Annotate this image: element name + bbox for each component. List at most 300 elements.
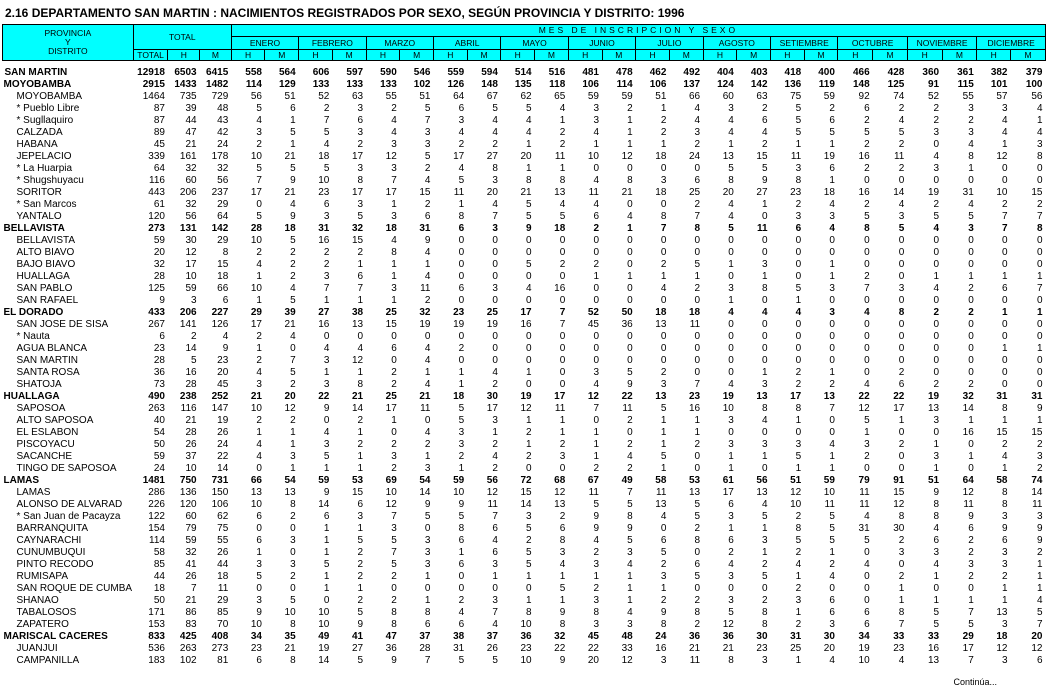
table-cell: 10 — [790, 499, 802, 510]
table-cell: 1 — [660, 103, 667, 114]
table-cell: 0 — [492, 295, 498, 306]
table-cell: 5 — [526, 211, 532, 222]
table-cell: 8 — [290, 619, 296, 630]
table-cell: 7 — [391, 511, 397, 522]
table-cell: 6 — [458, 559, 465, 570]
table-cell: 2 — [593, 223, 599, 234]
table-cell: 5 — [864, 127, 870, 138]
table-cell: 21 — [419, 391, 431, 402]
table-cell: 2 — [458, 451, 465, 462]
table-cell: 53 — [688, 475, 701, 486]
table-cell: 5 — [627, 367, 633, 378]
table-row-district — [3, 271, 1046, 283]
table-cell: 5 — [256, 163, 262, 174]
table-cell: 9 — [290, 211, 296, 222]
table-cell: 2 — [795, 619, 802, 630]
table-cell: 4 — [391, 127, 397, 138]
table-cell: 11 — [824, 499, 835, 510]
table-cell: 8 — [1036, 151, 1043, 162]
table-row-district — [3, 367, 1046, 379]
row-label: HUALLAGA — [3, 391, 60, 402]
table-cell: 5 — [829, 511, 835, 522]
table-cell: 0 — [593, 247, 599, 258]
table-cell: 8 — [968, 151, 974, 162]
table-cell: 118 — [549, 79, 566, 90]
table-cell: 1 — [761, 271, 768, 282]
row-label: CAYNARACHI — [16, 535, 82, 546]
table-cell: 5 — [424, 511, 431, 522]
table-cell: 19 — [453, 319, 465, 330]
header-total-sub: TOTAL — [133, 50, 168, 61]
table-cell: 4 — [761, 499, 768, 510]
table-cell: 28 — [250, 223, 262, 234]
table-row-district — [3, 247, 1046, 259]
table-cell: 1 — [357, 523, 364, 534]
table-cell: 50 — [621, 307, 633, 318]
table-cell: 18 — [153, 583, 165, 594]
table-row-province — [3, 223, 1046, 235]
table-cell: 16 — [318, 235, 330, 246]
row-label: * Pueblo Libre — [16, 103, 80, 114]
table-cell: 0 — [864, 343, 870, 354]
table-cell: 10 — [722, 403, 734, 414]
table-cell: 67 — [486, 91, 498, 102]
table-cell: 1 — [526, 595, 532, 606]
table-cell: 2 — [424, 295, 431, 306]
table-cell: 2 — [829, 103, 835, 114]
table-cell: 10 — [823, 487, 835, 498]
table-cell: 62 — [217, 511, 229, 522]
header-provincia-distrito: PROVINCIA Y DISTRITO — [3, 25, 134, 61]
table-cell: 0 — [424, 415, 431, 426]
table-cell: 3 — [323, 439, 330, 450]
table-cell: 1 — [526, 415, 532, 426]
table-cell: 10 — [250, 235, 262, 246]
header-total-m: M — [200, 50, 232, 61]
table-cell: 0 — [898, 451, 905, 462]
table-cell: 7 — [864, 283, 870, 294]
table-cell: 2 — [492, 379, 498, 390]
table-cell: 4 — [761, 307, 768, 318]
header-sex-h: H — [977, 50, 1011, 61]
table-cell: 0 — [1001, 163, 1008, 174]
table-cell: 27 — [351, 643, 364, 654]
table-row-district — [3, 415, 1046, 427]
table-cell: 6 — [968, 523, 974, 534]
table-cell: 12 — [722, 619, 734, 630]
table-cell: 5 — [191, 355, 197, 366]
table-cell: 70 — [217, 619, 229, 630]
table-cell: 2 — [898, 535, 905, 546]
table-cell: 2 — [559, 139, 566, 150]
table-cell: 2 — [627, 103, 633, 114]
table-cell: 0 — [864, 583, 870, 594]
table-cell: 2 — [593, 463, 599, 474]
table-cell: 0 — [492, 343, 498, 354]
table-cell: 3 — [728, 283, 734, 294]
table-cell: 5 — [795, 127, 802, 138]
table-cell: 32 — [554, 631, 566, 642]
table-cell: 1 — [694, 427, 701, 438]
table-cell: 0 — [660, 343, 667, 354]
table-cell: 0 — [1001, 175, 1008, 186]
table-cell: 58 — [655, 475, 667, 486]
table-cell: 4 — [492, 127, 498, 138]
table-cell: 74 — [1031, 475, 1043, 486]
table-cell: 19 — [722, 391, 734, 402]
report-title: 2.16 DEPARTAMENTO SAN MARTIN : NACIMIENTOS REGISTRADOS POR SEXO, SEGÚN PROVINCIA Y DISTRITO: 1996 — [5, 6, 685, 20]
table-cell: 2 — [492, 139, 498, 150]
table-cell: 9 — [593, 511, 599, 522]
table-cell: 2 — [933, 307, 940, 318]
table-cell: 3 — [256, 559, 262, 570]
table-cell: 8 — [694, 223, 701, 234]
table-cell: 10 — [520, 619, 532, 630]
table-cell: 3 — [323, 271, 330, 282]
table-cell: 52 — [318, 91, 330, 102]
table-cell: 4 — [898, 655, 905, 666]
table-cell: 0 — [968, 355, 974, 366]
table-cell: 5 — [660, 451, 667, 462]
table-cell: 40 — [153, 415, 165, 426]
table-cell: 0 — [933, 331, 940, 342]
table-cell: 0 — [933, 139, 940, 150]
table-cell: 79 — [185, 523, 197, 534]
row-label: LAMAS — [3, 475, 40, 486]
table-cell: 14 — [217, 463, 229, 474]
table-cell: 2 — [761, 103, 768, 114]
table-row-district — [3, 319, 1046, 331]
table-cell: 6 — [424, 211, 431, 222]
table-cell: 41 — [185, 559, 197, 570]
table-cell: 36 — [520, 631, 532, 642]
table-cell: 2 — [864, 271, 870, 282]
table-cell: 2 — [391, 571, 397, 582]
header-month-marzo: MARZO — [366, 37, 433, 50]
table-cell: 3 — [694, 127, 701, 138]
table-cell: 0 — [593, 343, 599, 354]
table-cell: 7 — [559, 319, 566, 330]
table-cell: 5 — [492, 103, 498, 114]
table-cell: 2 — [1036, 199, 1043, 210]
table-cell: 12918 — [137, 67, 165, 78]
table-cell: 226 — [148, 499, 165, 510]
row-label: SAN RAFAEL — [16, 295, 79, 306]
table-row-district — [3, 499, 1046, 511]
table-cell: 3 — [968, 223, 974, 234]
table-cell: 2 — [968, 283, 974, 294]
table-cell: 3 — [795, 439, 802, 450]
table-cell: 65 — [554, 91, 566, 102]
table-cell: 32 — [185, 163, 197, 174]
table-cell: 0 — [391, 355, 397, 366]
table-cell: 14 — [962, 403, 974, 414]
table-cell: 2 — [1001, 439, 1008, 450]
table-cell: 382 — [990, 67, 1008, 78]
table-cell: 5 — [694, 571, 701, 582]
table-cell: 2 — [458, 139, 465, 150]
table-cell: 8 — [492, 163, 498, 174]
table-cell: 4 — [559, 103, 566, 114]
table-cell: 4 — [864, 511, 870, 522]
table-cell: 8 — [458, 211, 465, 222]
table-cell: 11 — [420, 403, 431, 414]
table-cell: 2 — [660, 559, 667, 570]
table-cell: 1 — [728, 451, 734, 462]
table-cell: 0 — [1036, 247, 1043, 258]
table-cell: 133 — [380, 79, 397, 90]
table-cell: 56 — [217, 175, 229, 186]
table-cell: 6 — [256, 655, 262, 666]
table-cell: 114 — [149, 535, 165, 546]
table-cell: 11 — [420, 283, 431, 294]
table-cell: 0 — [829, 235, 835, 246]
table-cell: 23 — [756, 643, 768, 654]
table-cell: 3 — [424, 559, 431, 570]
table-cell: 4 — [290, 283, 296, 294]
table-cell: 13 — [756, 391, 768, 402]
table-cell: 0 — [627, 259, 633, 270]
table-cell: 4 — [323, 427, 330, 438]
table-cell: 9 — [627, 379, 633, 390]
table-cell: 4 — [728, 127, 734, 138]
table-cell: 106 — [582, 79, 599, 90]
table-cell: 3 — [256, 595, 262, 606]
table-cell: 30 — [823, 631, 835, 642]
table-cell: 21 — [284, 187, 296, 198]
table-cell: 6 — [829, 163, 835, 174]
table-cell: 11 — [554, 151, 566, 162]
table-cell: 60 — [185, 175, 197, 186]
table-cell: 2 — [864, 451, 870, 462]
table-cell: 1 — [660, 439, 667, 450]
table-cell: 7 — [660, 223, 667, 234]
table-cell: 15 — [996, 427, 1008, 438]
table-cell: 0 — [728, 331, 734, 342]
table-cell: 4 — [1001, 451, 1008, 462]
table-cell: 2 — [968, 307, 974, 318]
table-cell: 2 — [256, 247, 262, 258]
row-label: JEPELACIO — [16, 151, 72, 162]
table-cell: 0 — [1001, 355, 1008, 366]
table-cell: 0 — [660, 199, 667, 210]
table-cell: 0 — [492, 247, 498, 258]
table-cell: 12 — [996, 151, 1008, 162]
table-cell: 0 — [559, 379, 566, 390]
table-cell: 273 — [211, 643, 229, 654]
table-cell: 32 — [419, 307, 431, 318]
table-cell: 0 — [898, 343, 905, 354]
table-cell: 2 — [424, 163, 431, 174]
table-cell: 29 — [962, 631, 974, 642]
table-cell: 137 — [683, 79, 701, 90]
table-cell: 2 — [458, 595, 465, 606]
table-cell: 6415 — [206, 67, 229, 78]
row-label: RUMISAPA — [16, 571, 68, 582]
table-cell: 1 — [458, 367, 465, 378]
table-cell: 55 — [217, 535, 229, 546]
table-cell: 87 — [153, 115, 165, 126]
table-cell: 133 — [346, 79, 364, 90]
table-cell: 403 — [750, 67, 768, 78]
table-cell: 1 — [795, 571, 802, 582]
table-cell: 61 — [722, 475, 734, 486]
table-cell: 273 — [148, 223, 165, 234]
header-month-noviembre: NOVIEMBRE — [907, 37, 976, 50]
table-cell: 1 — [728, 295, 734, 306]
table-cell: 4 — [933, 523, 940, 534]
table-cell: 5 — [933, 619, 940, 630]
table-cell: 0 — [864, 259, 870, 270]
table-cell: 8 — [627, 175, 633, 186]
table-cell: 0 — [458, 355, 465, 366]
table-cell: 0 — [795, 259, 802, 270]
row-label: ALONSO DE ALVARAD — [16, 499, 123, 510]
table-cell: 0 — [458, 331, 465, 342]
table-cell: 4 — [898, 199, 905, 210]
table-cell: 5 — [526, 199, 532, 210]
table-cell: 17 — [351, 187, 364, 198]
table-cell: 3 — [728, 571, 734, 582]
table-cell: 1 — [323, 583, 330, 594]
table-cell: 22 — [893, 391, 905, 402]
table-cell: 16 — [554, 283, 566, 294]
table-cell: 1 — [968, 271, 974, 282]
table-cell: 5 — [1036, 607, 1043, 618]
table-cell: 8 — [391, 619, 397, 630]
table-cell: 32 — [962, 391, 974, 402]
table-cell: 8 — [391, 607, 397, 618]
table-cell: 1 — [1001, 583, 1008, 594]
table-cell: 546 — [413, 67, 431, 78]
table-cell: 11 — [588, 187, 599, 198]
table-cell: 56 — [756, 475, 768, 486]
table-cell: 3 — [191, 295, 197, 306]
table-cell: 4 — [627, 451, 633, 462]
table-cell: 2 — [933, 199, 940, 210]
table-cell: 0 — [1001, 235, 1008, 246]
table-cell: 41 — [351, 631, 364, 642]
row-label: ZAPATERO — [16, 619, 69, 630]
table-cell: 443 — [148, 187, 165, 198]
table-cell: 4 — [458, 607, 465, 618]
table-cell: 69 — [385, 475, 397, 486]
table-cell: 42 — [217, 127, 229, 138]
table-cell: 0 — [559, 271, 566, 282]
table-cell: 124 — [717, 79, 734, 90]
table-cell: 6 — [357, 499, 364, 510]
table-cell: 11 — [963, 499, 974, 510]
table-cell: 13 — [655, 319, 667, 330]
table-cell: 9 — [357, 619, 364, 630]
table-cell: 125 — [148, 283, 165, 294]
table-cell: 3 — [933, 547, 940, 558]
table-cell: 833 — [148, 631, 165, 642]
table-cell: 9 — [593, 523, 599, 534]
table-cell: 48 — [621, 631, 633, 642]
table-cell: 22 — [554, 643, 566, 654]
table-cell: 19 — [927, 391, 940, 402]
table-cell: 12 — [858, 403, 870, 414]
table-cell: 0 — [728, 343, 734, 354]
table-cell: 4 — [898, 115, 905, 126]
table-cell: 9 — [968, 511, 974, 522]
table-cell: 4 — [728, 211, 734, 222]
table-cell: 0 — [968, 343, 974, 354]
table-row-province — [3, 79, 1046, 91]
table-cell: 56 — [185, 211, 197, 222]
table-cell: 3 — [424, 547, 431, 558]
table-cell: 0 — [660, 247, 667, 258]
table-cell: 21 — [722, 643, 734, 654]
table-row-district — [3, 163, 1046, 175]
table-cell: 4 — [290, 331, 296, 342]
table-cell: 62 — [520, 91, 532, 102]
table-cell: 9 — [323, 487, 330, 498]
table-cell: 19 — [823, 151, 835, 162]
table-cell: 0 — [593, 415, 599, 426]
table-cell: 0 — [559, 295, 566, 306]
table-cell: 54 — [419, 475, 431, 486]
table-cell: 4 — [424, 247, 431, 258]
table-cell: 3 — [424, 463, 431, 474]
table-cell: 11 — [790, 151, 802, 162]
table-cell: 8 — [761, 283, 768, 294]
header-sex-m: M — [669, 50, 703, 61]
table-cell: 6 — [864, 103, 870, 114]
table-cell: 2 — [829, 379, 835, 390]
table-cell: 0 — [458, 271, 465, 282]
table-cell: 2 — [694, 595, 701, 606]
table-cell: 2 — [968, 571, 974, 582]
table-cell: 6 — [694, 175, 701, 186]
table-cell: 0 — [694, 583, 701, 594]
table-cell: 75 — [790, 91, 802, 102]
table-cell: 3 — [829, 283, 835, 294]
table-cell: 8 — [728, 175, 734, 186]
table-cell: 0 — [1001, 319, 1008, 330]
table-cell: 6 — [898, 379, 905, 390]
table-cell: 142 — [211, 223, 229, 234]
table-cell: 4 — [492, 367, 498, 378]
table-cell: 6 — [492, 523, 498, 534]
table-row-province — [3, 391, 1046, 403]
table-cell: 0 — [761, 331, 768, 342]
table-cell: 2 — [593, 583, 599, 594]
table-cell: 4 — [933, 151, 940, 162]
header-sex-h: H — [907, 50, 942, 61]
table-cell: 1 — [391, 271, 397, 282]
table-cell: 0 — [694, 331, 701, 342]
table-row-district — [3, 91, 1046, 103]
table-cell: 404 — [717, 67, 734, 78]
table-cell: 59 — [318, 475, 330, 486]
table-cell: 0 — [357, 331, 364, 342]
table-cell: 2 — [357, 439, 364, 450]
table-cell: 3 — [492, 595, 498, 606]
table-cell: 0 — [761, 211, 768, 222]
table-cell: 5 — [968, 619, 974, 630]
table-cell: 425 — [179, 631, 197, 642]
table-cell: 478 — [616, 67, 633, 78]
table-cell: 7 — [323, 115, 330, 126]
table-cell: 64 — [153, 163, 165, 174]
table-cell: 286 — [148, 487, 165, 498]
table-cell: 0 — [898, 463, 905, 474]
table-cell: 16 — [688, 403, 701, 414]
table-cell: 4 — [492, 535, 498, 546]
table-cell: 729 — [211, 91, 229, 102]
